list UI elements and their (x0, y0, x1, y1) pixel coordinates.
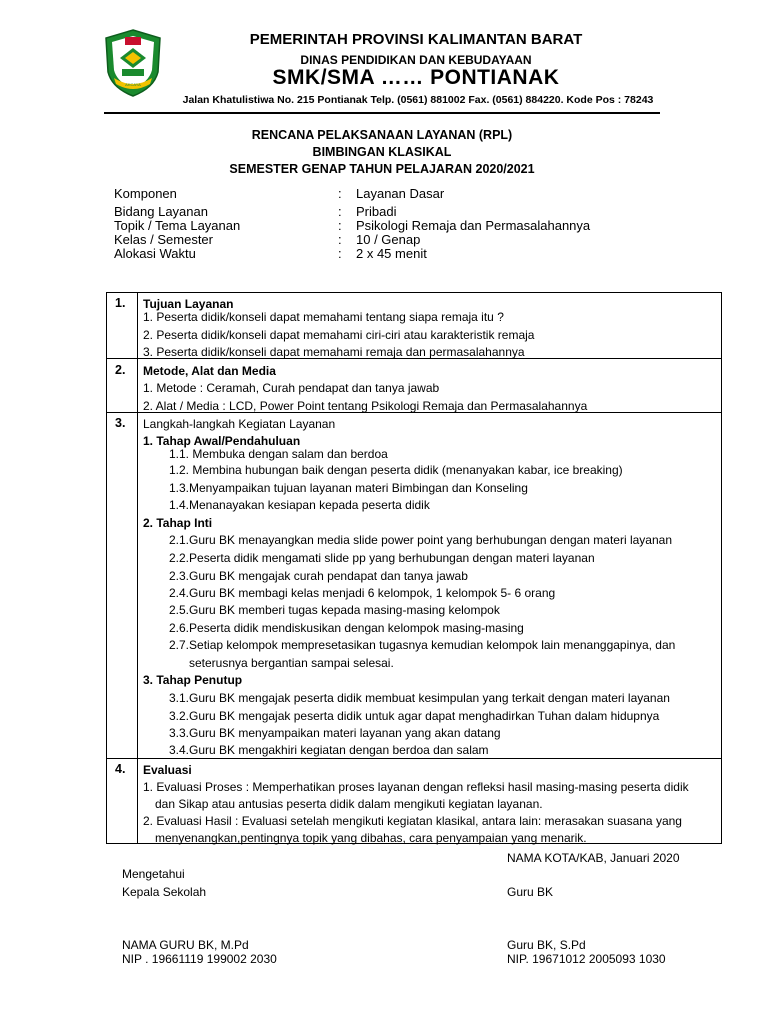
info-row (114, 232, 674, 246)
list-item: 1.3.Menyampaikan tujuan layanan materi Bimbingan dan Konseling (169, 481, 528, 495)
list-item: 2. Evaluasi Hasil : Evaluasi setelah mengikuti kegiatan klasikal, antara lain: merasakan suasana yang (143, 814, 682, 828)
logo-motto-text: AKCAYA (125, 82, 141, 87)
provincial-emblem-logo (102, 28, 164, 98)
info-value: Psikologi Remaja dan Permasalahannya (356, 218, 591, 233)
info-value: Layanan Dasar (356, 186, 445, 201)
info-row (114, 204, 674, 218)
info-value: Pribadi (356, 204, 397, 219)
list-item: 2.6.Peserta didik mendiskusikan dengan kelompok masing-masing (169, 621, 524, 635)
principal-role: Kepala Sekolah (122, 885, 207, 899)
list-item: 2. Peserta didik/konseli dapat memahami ciri-ciri atau karakteristik remaja (143, 328, 535, 342)
list-item: 2.3.Guru BK mengajak curah pendapat dan tanya jawab (169, 569, 468, 583)
counselor-name: Guru BK, S.Pd (507, 938, 586, 952)
stage-title-penutup: 3. Tahap Penutup (143, 673, 243, 687)
info-key: Bidang Layanan (114, 204, 208, 219)
table-column-divider (137, 293, 138, 843)
info-sep: : (338, 246, 342, 261)
info-value: 2 x 45 menit (356, 246, 427, 261)
list-item-continuation: seterusnya bergantian sampai selesai. (189, 656, 394, 670)
info-sep: : (338, 232, 342, 247)
list-item: 1.4.Menanayakan kesiapan kepada peserta didik (169, 498, 430, 512)
info-sep: : (338, 204, 342, 219)
section-title-tujuan: Tujuan Layanan (143, 297, 234, 311)
list-item: 3.4.Guru BK mengakhiri kegiatan dengan berdoa dan salam (169, 743, 489, 757)
section-number: 1. (115, 296, 126, 310)
info-key: Topik / Tema Layanan (114, 218, 241, 233)
list-item: 3.3.Guru BK menyampaikan materi layanan yang akan datang (169, 726, 501, 740)
document-title: RENCANA PELAKSANAAN LAYANAN (RPL) (251, 128, 513, 142)
list-item-continuation: menyenangkan,pentingnya topik yang dibahas, cara penyampaian yang menarik. (155, 831, 587, 845)
section-number: 2. (115, 363, 126, 377)
section-number: 3. (115, 416, 126, 430)
info-key: Kelas / Semester (114, 232, 213, 247)
info-key: Alokasi Waktu (114, 246, 196, 261)
letterhead-divider (104, 112, 660, 114)
list-item: 1.2. Membina hubungan baik dengan peserta didik (menanyakan kabar, ice breaking) (169, 463, 623, 477)
info-row (114, 218, 674, 232)
info-value: 10 / Genap (356, 232, 421, 247)
document-semester: SEMESTER GENAP TAHUN PELAJARAN 2020/2021 (229, 162, 535, 176)
letterhead-address: Jalan Khatulistiwa No. 215 Pontianak Telp. (0561) 881002 Fax. (0561) 884220. Kode Pos : 78243 (182, 94, 654, 106)
list-item: 1. Metode : Ceramah, Curah pendapat dan tanya jawab (143, 381, 440, 395)
stage-title-inti: 2. Tahap Inti (143, 516, 213, 530)
list-item: 2. Alat / Media : LCD, Power Point tentang Psikologi Remaja dan Permasalahannya (143, 399, 588, 413)
acknowledged-label: Mengetahui (122, 867, 185, 881)
list-item: 3.2.Guru BK mengajak peserta didik untuk agar dapat menghadirkan Tuhan dalam hidupnya (169, 709, 660, 723)
section-number: 4. (115, 762, 126, 776)
principal-nip: NIP . 19661119 199002 2030 (122, 952, 277, 966)
letterhead-government: PEMERINTAH PROVINSI KALIMANTAN BARAT (249, 31, 583, 48)
list-item-continuation: dan Sikap atau antusias peserta didik dalam mengikuti kegiatan layanan. (155, 797, 543, 811)
list-item: 3. Peserta didik/konseli dapat memahami remaja dan permasalahannya (143, 345, 525, 359)
list-item: 2.5.Guru BK memberi tugas kepada masing-masing kelompok (169, 603, 500, 617)
section-title-langkah: Langkah-langkah Kegiatan Layanan (143, 417, 336, 431)
list-item: 1. Peserta didik/konseli dapat memahami tentang siapa remaja itu ? (143, 310, 504, 324)
counselor-nip: NIP. 19671012 2005093 1030 (507, 952, 666, 966)
stage-title-awal: 1. Tahap Awal/Pendahuluan (143, 434, 301, 448)
list-item: 1.1. Membuka dengan salam dan berdoa (169, 447, 388, 461)
info-row (114, 246, 674, 260)
section-title-metode: Metode, Alat dan Media (143, 364, 276, 378)
info-key: Komponen (114, 186, 177, 201)
section-title-evaluasi: Evaluasi (143, 763, 192, 777)
counselor-role: Guru BK (507, 885, 554, 899)
place-date: NAMA KOTA/KAB, Januari 2020 (507, 851, 680, 865)
letterhead-school: SMK/SMA …… PONTIANAK (272, 66, 560, 89)
letterhead-department: DINAS PENDIDIKAN DAN KEBUDAYAAN (300, 53, 532, 67)
document-subtitle: BIMBINGAN KLASIKAL (312, 145, 452, 159)
info-sep: : (338, 218, 342, 233)
list-item: 1. Evaluasi Proses : Memperhatikan proses layanan dengan refleksi hasil masing-masing peserta didik (143, 780, 689, 794)
list-item: 2.2.Peserta didik mengamati slide pp yang berhubungan dengan materi layanan (169, 551, 595, 565)
table-row-divider (107, 758, 721, 759)
list-item: 3.1.Guru BK mengajak peserta didik membuat kesimpulan yang terkait dengan materi layanan (169, 691, 670, 705)
list-item: 2.4.Guru BK membagi kelas menjadi 6 kelompok, 1 kelompok 5- 6 orang (169, 586, 556, 600)
principal-name: NAMA GURU BK, M.Pd (122, 938, 249, 952)
info-sep: : (338, 186, 342, 201)
info-row (114, 186, 674, 200)
plan-table (106, 292, 722, 844)
list-item: 2.1.Guru BK menayangkan media slide power point yang berhubungan dengan materi layanan (169, 533, 673, 547)
list-item: 2.7.Setiap kelompok mempresetasikan tugasnya kemudian kelompok lain menanggapinya, dan (169, 638, 676, 652)
